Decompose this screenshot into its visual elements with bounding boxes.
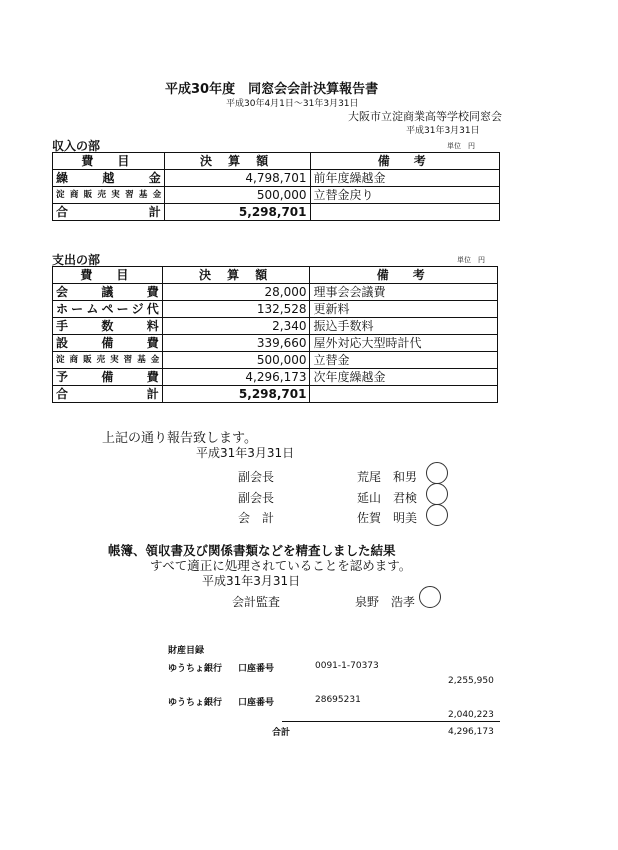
- total-row: [53, 204, 500, 221]
- account-balance: 2,040,223: [448, 710, 494, 720]
- account-number: 0091-1-70373: [315, 661, 379, 671]
- row-amount: 28,000: [162, 284, 310, 301]
- audit-statement-line1: 帳簿、領収書及び関係書類などを精査しました結果: [108, 543, 396, 558]
- row-amount: 132,528: [162, 301, 310, 318]
- signer-name: 佐賀 明美: [357, 511, 418, 525]
- row-note: 前年度繰越金: [310, 170, 500, 187]
- asset-bank-name: ゆうちょ銀行: [168, 698, 223, 708]
- table-row: [53, 170, 500, 187]
- account-number: 28695231: [315, 695, 361, 705]
- table-row: [53, 335, 498, 352]
- total-amount: 5,298,701: [164, 204, 310, 221]
- row-amount: 500,000: [162, 352, 310, 369]
- row-item: 手数料: [53, 318, 163, 335]
- report-sign-date: 平成31年3月31日: [196, 446, 295, 460]
- signer-role: 会 計: [238, 511, 275, 525]
- account-balance: 2,255,950: [448, 676, 494, 686]
- row-note: 理事会会議費: [310, 284, 498, 301]
- asset-bank-name: ゆうちょ銀行: [168, 664, 223, 674]
- sum-rule: [282, 721, 500, 722]
- expense-section-title: 支出の部: [52, 253, 101, 267]
- organization-name: 大阪市立淀商業高等学校同窓会: [348, 110, 502, 123]
- row-amount: 500,000: [164, 187, 310, 204]
- total-note: [310, 204, 500, 221]
- audit-date: 平成31年3月31日: [202, 574, 301, 588]
- total-row: [53, 386, 498, 403]
- total-note: [310, 386, 498, 403]
- seal-stamp: [426, 462, 448, 484]
- table-row: [53, 318, 498, 335]
- row-note: 屋外対応大型時計代: [310, 335, 498, 352]
- table-row: [53, 301, 498, 318]
- row-item: ホームページ代: [53, 301, 163, 318]
- income-section-title: 収入の部: [52, 139, 101, 153]
- row-amount: 4,798,701: [164, 170, 310, 187]
- column-header-amount: 決 算 額: [162, 267, 310, 284]
- row-note: 立替金戻り: [310, 187, 500, 204]
- row-item: 会議費: [53, 284, 163, 301]
- income-unit: 単位 円: [447, 142, 475, 150]
- row-note: 立替金: [310, 352, 498, 369]
- auditor-name: 泉野 浩孝: [355, 595, 416, 609]
- seal-stamp: [426, 483, 448, 505]
- row-item: 予備費: [53, 369, 163, 386]
- seal-stamp: [426, 504, 448, 526]
- row-item: 淀商販売実習基金: [53, 187, 165, 204]
- row-item: 繰越金: [53, 170, 165, 187]
- expense-unit: 単位 円: [457, 256, 485, 264]
- column-header-amount: 決 算 額: [164, 153, 310, 170]
- asset-list-title: 財産目録: [168, 646, 205, 656]
- row-note: 振込手数料: [310, 318, 498, 335]
- asset-total-label: 合計: [272, 728, 291, 738]
- table-row: [53, 284, 498, 301]
- row-note: 更新料: [310, 301, 498, 318]
- column-header-note: 備 考: [310, 267, 498, 284]
- row-item: 設備費: [53, 335, 163, 352]
- row-item: 淀商販売実習基金: [53, 352, 163, 369]
- signer-name: 荒尾 和男: [357, 470, 418, 484]
- seal-stamp: [419, 586, 441, 608]
- table-row: [53, 369, 498, 386]
- report-date: 平成31年3月31日: [406, 126, 480, 136]
- total-label: 合計: [53, 204, 165, 221]
- expense-table: [52, 266, 498, 403]
- document-title: 平成30年度 同窓会会計決算報告書: [165, 82, 379, 97]
- total-label: 合計: [53, 386, 163, 403]
- column-header-item: 費 目: [53, 267, 163, 284]
- report-statement: 上記の通り報告致します。: [102, 431, 257, 446]
- income-table: [52, 152, 500, 221]
- signer-role: 副会長: [238, 491, 275, 505]
- total-amount: 5,298,701: [162, 386, 310, 403]
- account-number-label: 口座番号: [238, 698, 275, 708]
- signer-name: 延山 君検: [357, 491, 418, 505]
- row-amount: 339,660: [162, 335, 310, 352]
- row-note: 次年度繰越金: [310, 369, 498, 386]
- expense-header-row: [53, 267, 498, 284]
- row-amount: 2,340: [162, 318, 310, 335]
- asset-total: 4,296,173: [448, 727, 494, 737]
- account-number-label: 口座番号: [238, 664, 275, 674]
- column-header-note: 備 考: [310, 153, 500, 170]
- fiscal-period: 平成30年4月1日～31年3月31日: [226, 99, 359, 109]
- income-header-row: [53, 153, 500, 170]
- table-row: [53, 352, 498, 369]
- column-header-item: 費 目: [53, 153, 165, 170]
- table-row: [53, 187, 500, 204]
- auditor-role: 会計監査: [232, 595, 281, 609]
- audit-statement-line2: すべて適正に処理されていることを認めます。: [150, 558, 412, 573]
- row-amount: 4,296,173: [162, 369, 310, 386]
- signer-role: 副会長: [238, 470, 275, 484]
